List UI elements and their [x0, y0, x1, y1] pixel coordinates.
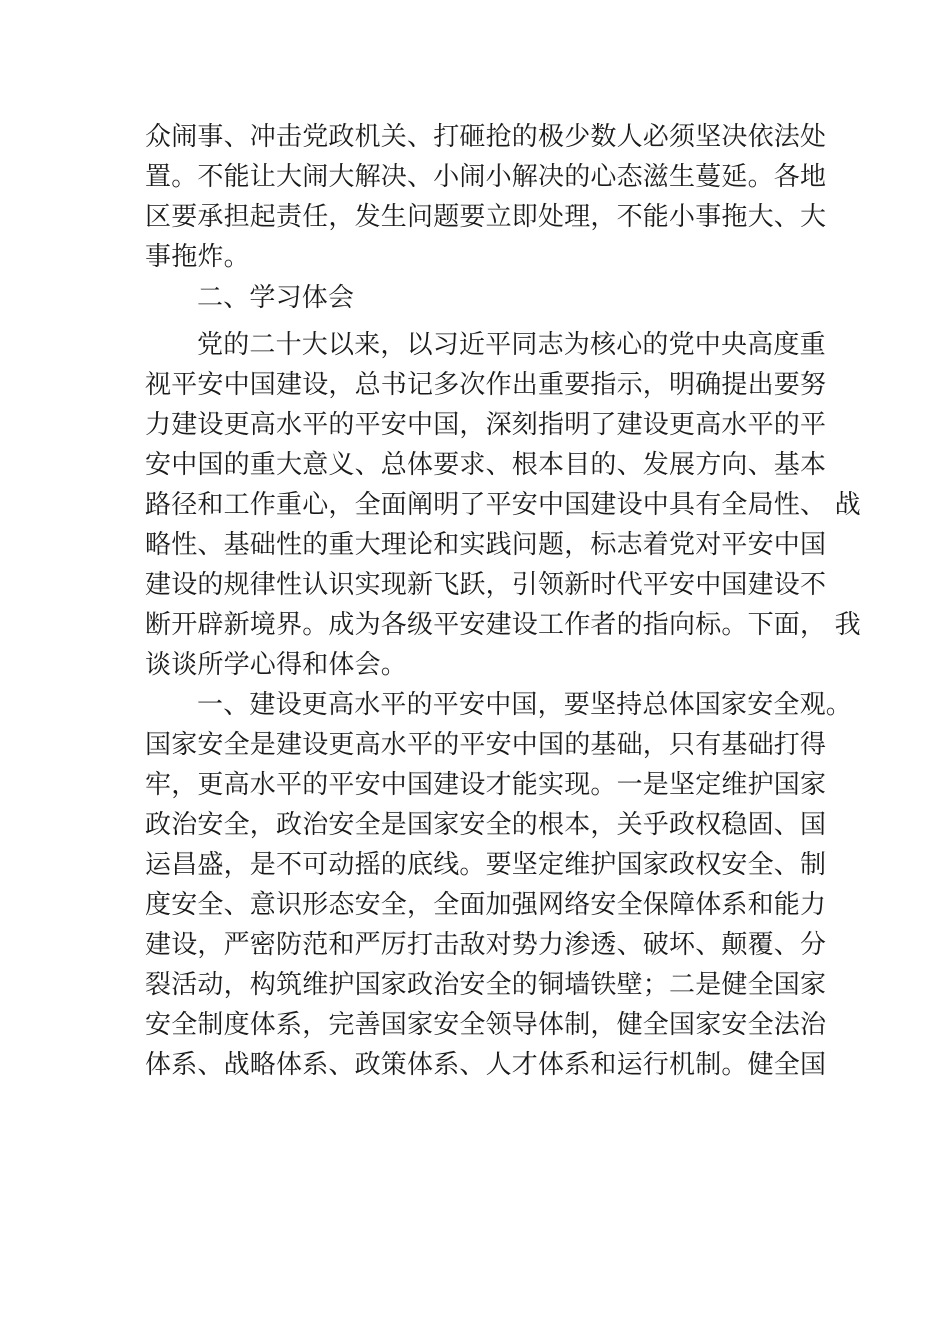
text-line-3: 区要承担起责任，发生问题要立即处理，不能小事拖大、大	[145, 202, 827, 232]
text-line-13: 断开辟新境界。成为各级平安建设工作者的指向标。下面， 我	[145, 610, 861, 640]
text-line-12: 建设的规律性认识实现新飞跃，引领新时代平安中国建设不	[145, 570, 827, 600]
text-line-10: 路径和工作重心，全面阐明了平安中国建设中具有全局性、 战	[145, 490, 861, 520]
text-line-15: 一、建设更高水平的平安中国，要坚持总体国家安全观。	[197, 690, 853, 720]
text-line-8: 力建设更高水平的平安中国，深刻指明了建设更高水平的平	[145, 410, 827, 440]
text-line-11: 略性、基础性的重大理论和实践问题，标志着党对平安中国	[145, 530, 827, 560]
text-line-4: 事拖炸。	[145, 242, 250, 272]
text-line-23: 安全制度体系，完善国家安全领导体制，健全国家安全法治	[145, 1010, 827, 1040]
text-line-2: 置。不能让大闹大解决、小闹小解决的心态滋生蔓延。各地	[145, 162, 827, 192]
text-line-21: 建设，严密防范和严厉打击敌对势力渗透、破坏、颠覆、分	[145, 930, 827, 960]
text-line-9: 安中国的重大意义、总体要求、根本目的、发展方向、基本	[145, 450, 827, 480]
text-line-20: 度安全、意识形态安全，全面加强网络安全保障体系和能力	[145, 890, 827, 920]
text-line-16: 国家安全是建设更高水平的平安中国的基础，只有基础打得	[145, 730, 827, 760]
text-line-6: 党的二十大以来，以习近平同志为核心的党中央高度重	[197, 330, 826, 360]
text-line-19: 运昌盛，是不可动摇的底线。要坚定维护国家政权安全、制	[145, 850, 827, 880]
text-line-14: 谈谈所学心得和体会。	[145, 650, 408, 680]
section-heading: 二、学习体会	[197, 283, 355, 313]
text-line-7: 视平安中国建设，总书记多次作出重要指示，明确提出要努	[145, 370, 827, 400]
text-line-22: 裂活动，构筑维护国家政治安全的铜墙铁壁；二是健全国家	[145, 970, 827, 1000]
text-line-17: 牢，更高水平的平安中国建设才能实现。一是坚定维护国家	[145, 770, 827, 800]
text-line-1: 众闹事、冲击党政机关、打砸抢的极少数人必须坚决依法处	[145, 122, 827, 152]
text-line-18: 政治安全，政治安全是国家安全的根本，关乎政权稳固、国	[145, 810, 827, 840]
text-line-24: 体系、战略体系、政策体系、人才体系和运行机制。健全国	[145, 1050, 827, 1080]
